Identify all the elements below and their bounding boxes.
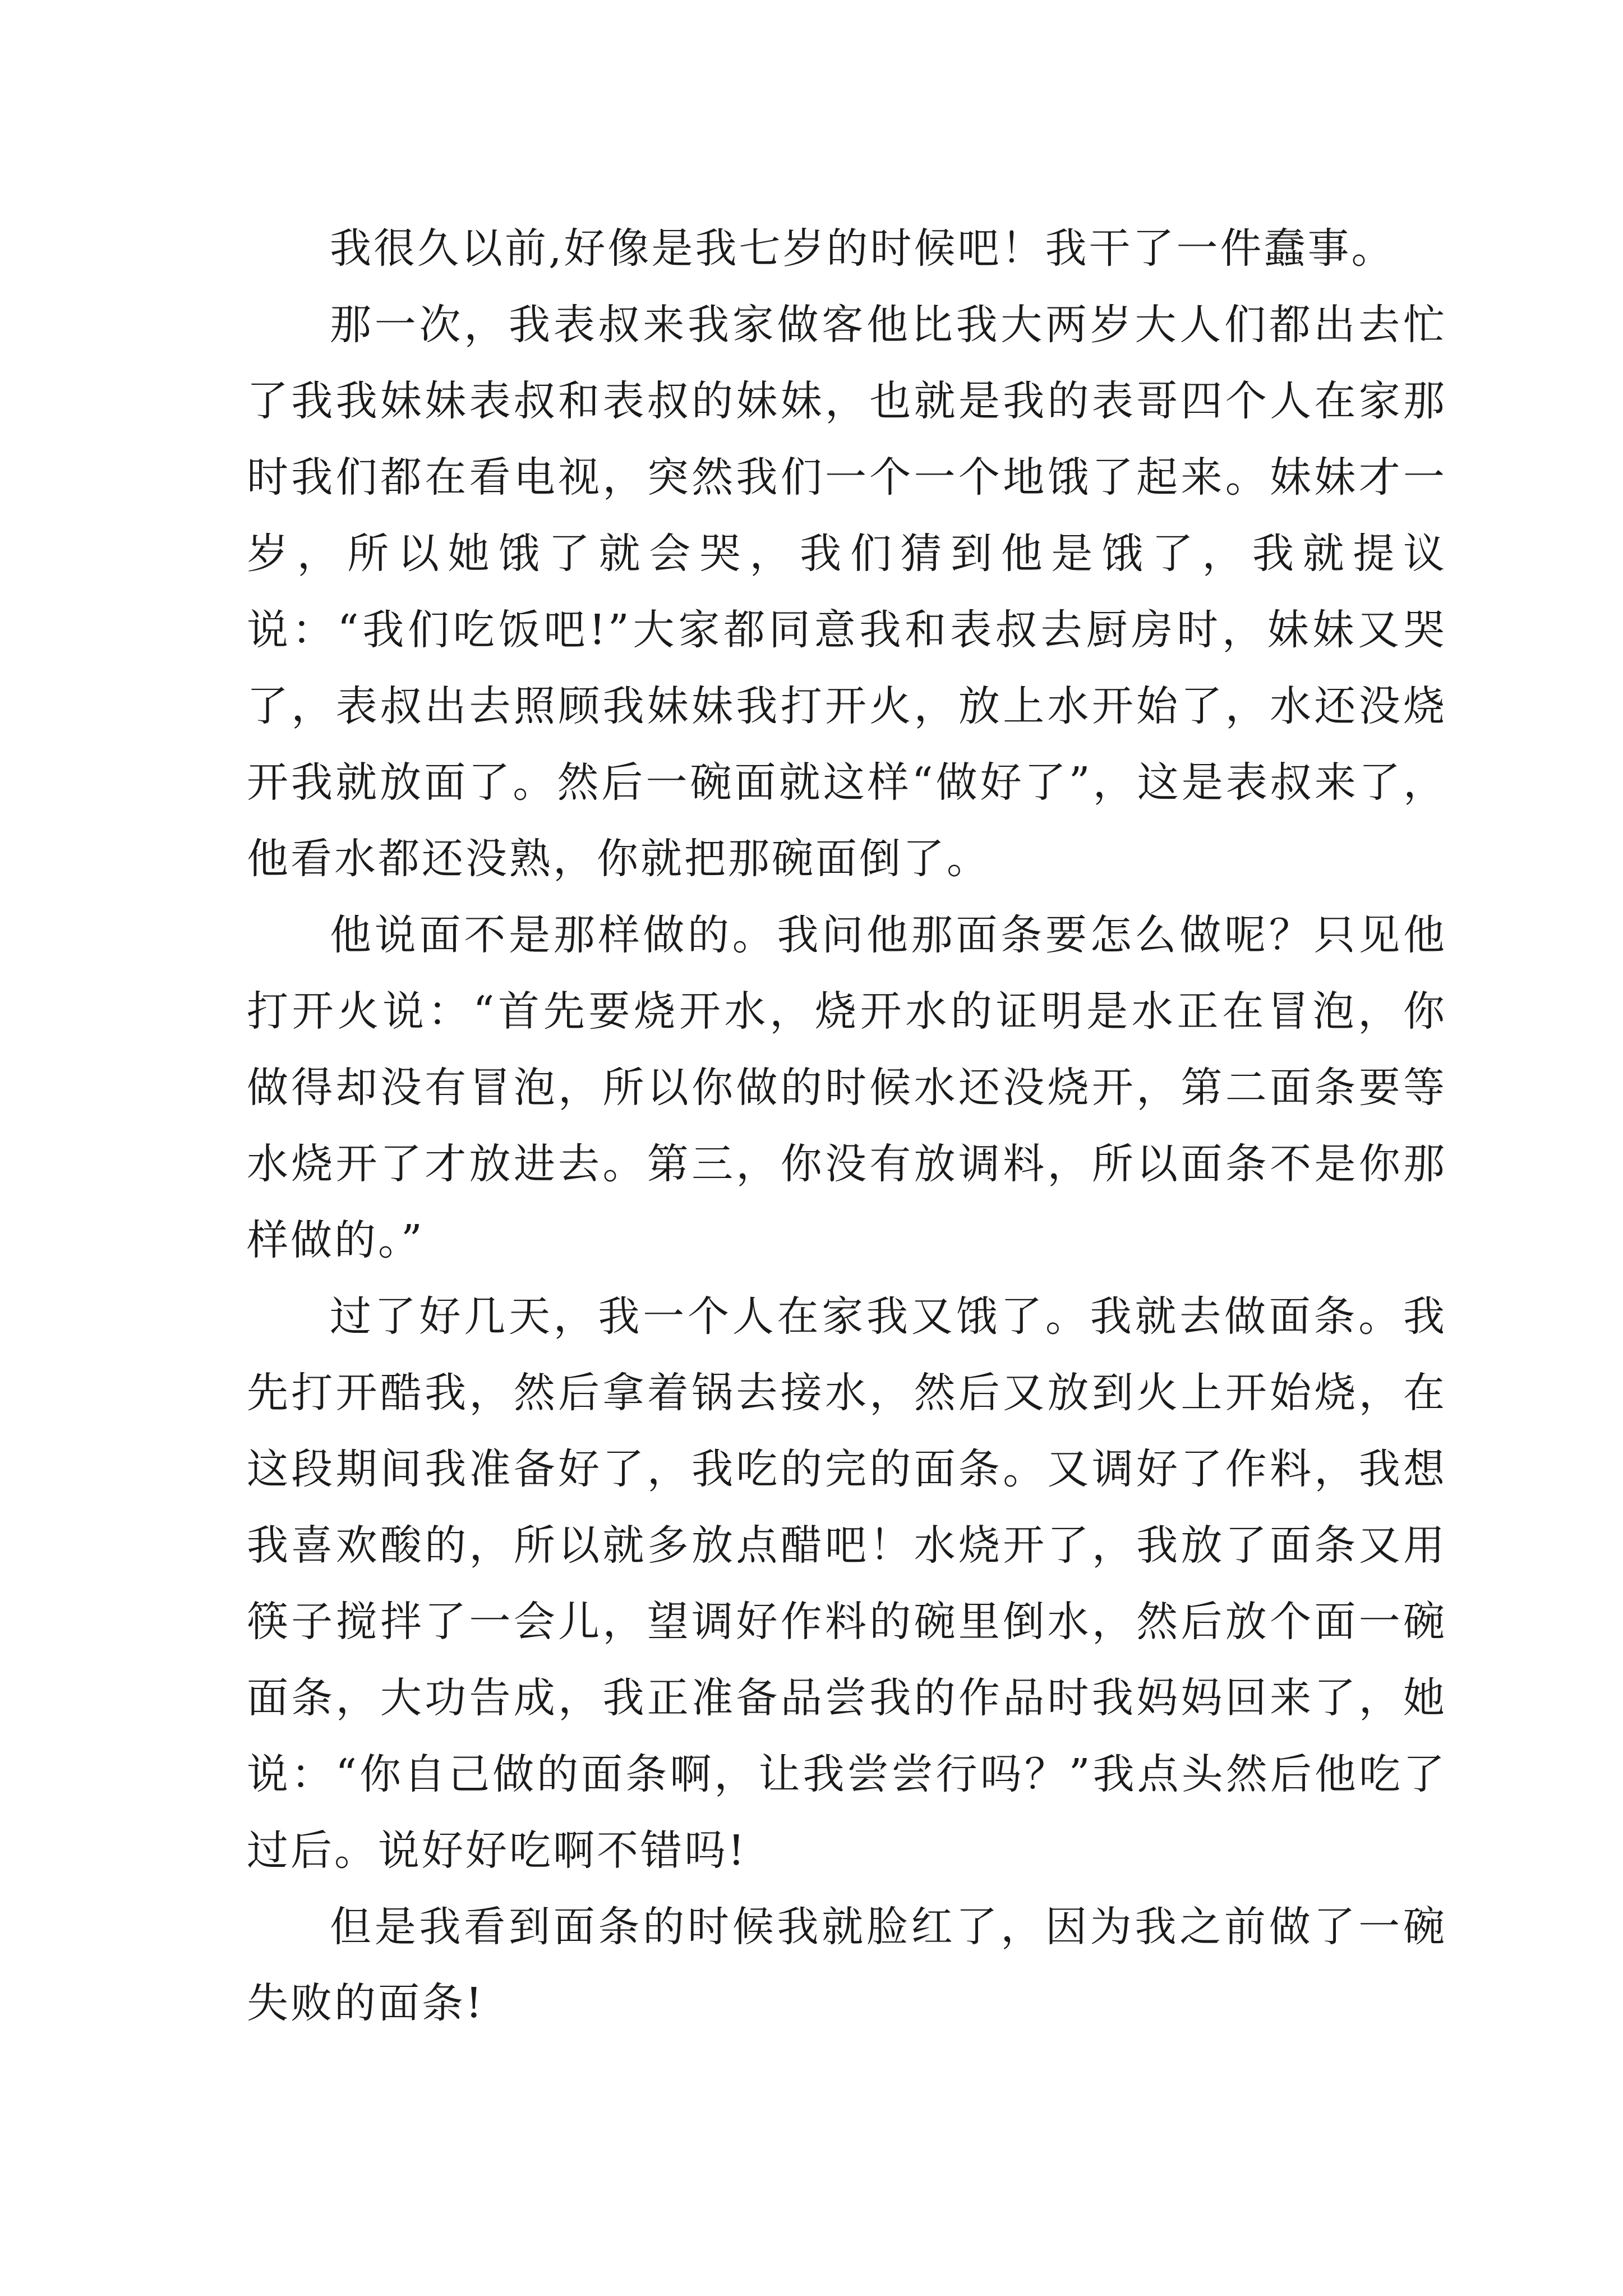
essay-body: [247, 210, 1447, 2041]
paragraph-3: 他说面不是那样做的。我问他那面条要怎么做呢？只见他打开火说：“首先要烧开水，烧开水的证明是水正在冒泡，你做得却没有冒泡，所以你做的时候水还没烧开，第二面条要等水烧开了才放进去。第三，你没有放调料，所以面条不是你那样做的。”: [247, 911, 1447, 1264]
paragraph-5: 但是我看到面条的时候我就脸红了，因为我之前做了一碗失败的面条!: [247, 1903, 1447, 2027]
paragraph-1: 我很久以前,好像是我七岁的时候吧！我干了一件蠢事。: [330, 224, 1395, 273]
paragraph-2: 那一次，我表叔来我家做客他比我大两岁大人们都出去忙了我我妹妹表叔和表叔的妹妹，也就是我的表哥四个人在家那时我们都在看电视，突然我们一个一个地饿了起来。妹妹才一岁，所以她饿了就会哭，我们猜到他是饿了，我就提议说：“我们吃饭吧!”大家都同意我和表叔去厨房时，妹妹又哭了，表叔出去照顾我妹妹我打开火，放上水开始了，水还没烧开我就放面了。然后一碗面就这样“做好了”，这是表叔来了，他看水都还没熟，你就把那碗面倒了。: [247, 301, 1447, 883]
paragraph-4: 过了好几天，我一个人在家我又饿了。我就去做面条。我先打开酷我，然后拿着锅去接水，然后又放到火上开始烧，在这段期间我准备好了，我吃的完的面条。又调好了作料，我想我喜欢酸的，所以就多放点醋吧！水烧开了，我放了面条又用筷子搅拌了一会儿，望调好作料的碗里倒水，然后放个面一碗面条，大功告成，我正准备品尝我的作品时我妈妈回来了，她说：“你自己做的面条啊，让我尝尝行吗？”我点头然后他吃了过后。说好好吃啊不错吗!: [247, 1292, 1447, 1875]
